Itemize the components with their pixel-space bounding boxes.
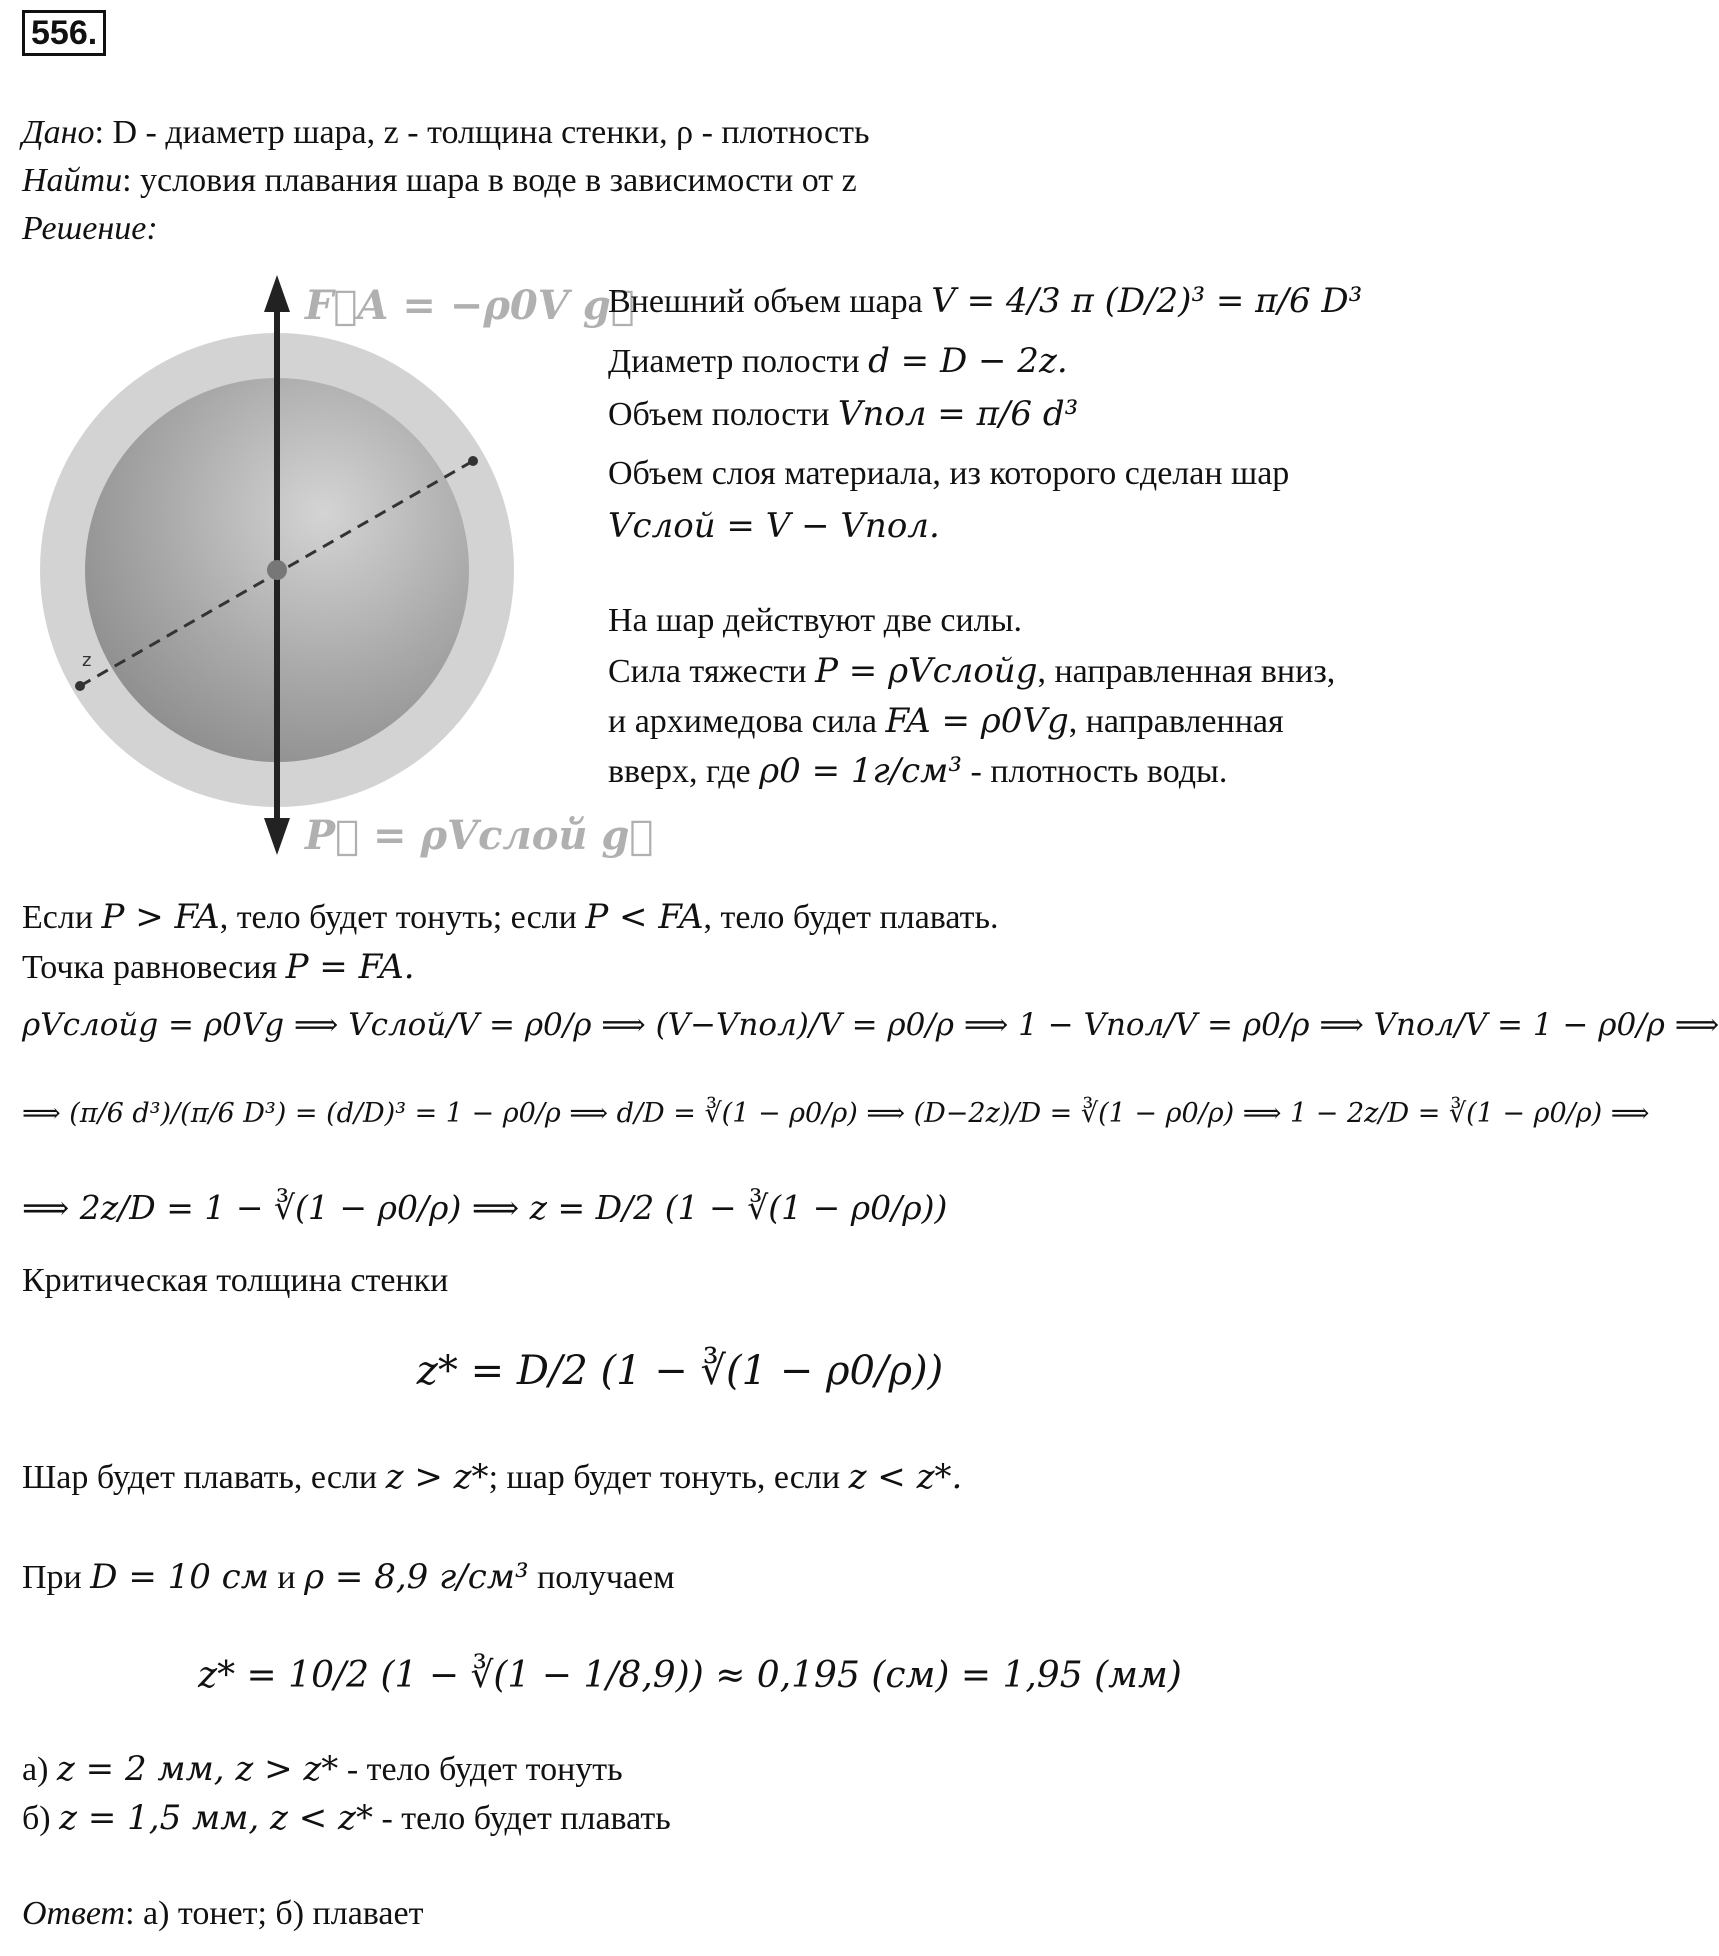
float-rule-line: Шар будет плавать, если z > z*; шар будет тонуть, если z < z*. [22,1457,963,1497]
arrow-up-icon [264,275,290,312]
water-density-formula: ρ0 = 1г/см³ [759,751,962,791]
case-a-line: а) z = 2 мм, z > z* - тело будет тонуть [22,1749,623,1789]
find-line [22,160,857,202]
diameter-end-right [468,456,478,466]
derivation-line-1: ρVслойg = ρ0Vg ⟹ Vслой/V = ρ0/ρ ⟹ (V−Vпол)/V = ρ0/ρ ⟹ 1 − Vпол/V = ρ0/ρ ⟹ Vпол/V = 1 − ρ0/ρ ⟹ [22,1007,1719,1043]
diameter-end-left [75,681,85,691]
cavity-volume-line: Объем полости Vпол = π/6 d³ [608,394,1079,434]
answer-label: Ответ [22,1895,126,1932]
center-dot [267,560,287,580]
derivation-line-3: ⟹ 2z/D = 1 − ∛(1 − ρ0/ρ) ⟹ z = D/2 (1 − ∛(1 − ρ0/ρ)) [22,1188,948,1227]
given-line [22,112,869,154]
critical-thickness-label: Критическая толщина стенки [22,1262,449,1299]
given-text: : D - диаметр шара, z - толщина стенки, ρ - плотность [94,114,870,151]
cavity-diameter-line: Диаметр полости d = D − 2z. [608,341,1068,381]
outer-volume-formula: V = 4/3 π (D/2)³ = π/6 D³ [931,281,1363,321]
answer-text: : а) тонет; б) плавает [125,1895,424,1932]
arrow-down-icon [264,818,290,855]
solution-label: Решение: [22,210,158,247]
cavity-volume-formula: Vпол = π/6 d³ [837,394,1079,434]
find-text: : условия плавания шара в воде в зависимости от z [122,162,857,199]
find-label: Найти [22,162,123,199]
case-b-line: б) z = 1,5 мм, z < z* - тело будет плавать [22,1798,671,1838]
gravity-formula: P = ρVслойg [815,651,1038,691]
archimedes-line: и архимедова сила FA = ρ0Vg, направленная [608,701,1284,741]
cavity-diameter-formula: d = D − 2z. [868,341,1068,381]
two-forces-text: На шар действуют две силы. [608,602,1022,639]
answer-line [22,1893,423,1935]
sphere-diagram [40,270,560,870]
water-density-line: вверх, где ρ0 = 1г/см³ - плотность воды. [608,751,1228,791]
archimedes-formula: FA = ρ0Vg [885,701,1069,741]
gravity-line: Сила тяжести P = ρVслойg, направленная вниз, [608,651,1336,691]
critical-thickness-formula: z* = D/2 (1 − ∛(1 − ρ0/ρ)) [416,1348,944,1394]
force-up-label: F⃗A = −ρ0V g⃗ [305,282,635,329]
diameter-label: z [82,650,92,671]
given-label: Дано [22,114,95,151]
given-values-line: При D = 10 см и ρ = 8,9 г/см³ получаем [22,1557,675,1597]
equilibrium-line: Точка равновесия P = FA. [22,947,415,987]
derivation-line-2: ⟹ (π/6 d³)/(π/6 D³) = (d/D)³ = 1 − ρ0/ρ ⟹ d/D = ∛(1 − ρ0/ρ) ⟹ (D−2z)/D = ∛(1 − ρ0/ρ) ⟹ 1 − 2z/D = ∛(1 − ρ0/ρ) ⟹ [22,1098,1650,1129]
condition-line: Если P > FA, тело будет тонуть; если P < FA, тело будет плавать. [22,897,999,937]
layer-volume-text: Объем слоя материала, из которого сделан шар [608,455,1290,492]
outer-volume-line: Внешний объем шара V = 4/3 π (D/2)³ = π/6 D³ [608,281,1363,321]
numeric-result-formula: z* = 10/2 (1 − ∛(1 − 1/8,9)) ≈ 0,195 (см) = 1,95 (мм) [198,1655,1182,1696]
force-down-label: P⃗ = ρVслой g⃗ [305,812,654,859]
layer-volume-formula: Vслой = V − Vпол. [608,506,940,546]
problem-number: 556. [22,10,106,56]
